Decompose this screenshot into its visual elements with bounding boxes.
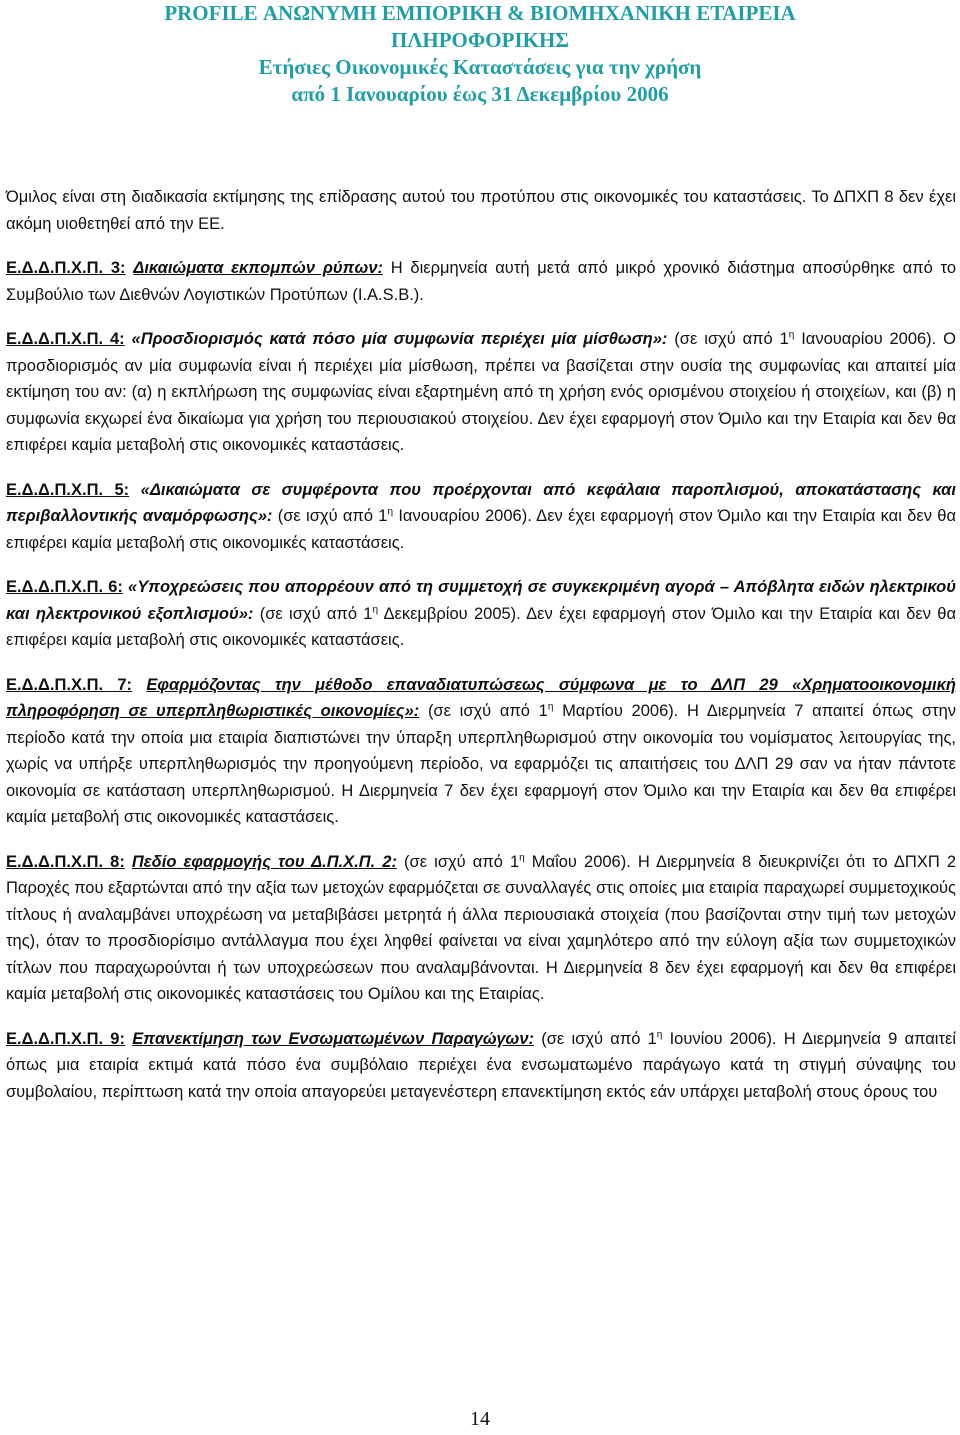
interpretation-title: Πεδίο εφαρμογής του Δ.Π.Χ.Π. 2: xyxy=(131,852,397,871)
interpretation-title: Δικαιώματα εκπομπών ρύπων: xyxy=(133,259,383,277)
paragraph-text: (σε ισχύ από 1 xyxy=(419,702,548,720)
page-number: 14 xyxy=(470,1408,490,1430)
paragraph-text: Ιανουαρίου 2006). Ο προσδιορισμός αν μία συμφωνία είναι ή περιέχει μία μίσθωση, πρέπει να βασίζεται στην ουσία της συμφωνίας και απαιτεί μία εκτίμηση του αν: (α) η εκπλήρωση της συμφωνίας είναι εξαρτημένη από τη χρήση ενός ορισμένου στοιχείου ή στοιχείων, και (β) η συμφωνία εκχωρεί ένα δικαίωμα για χρήση του περιουσιακού στοιχείου. Δεν έχει εφαρμογή στον Όμιλο και την Εταιρία και δεν θα επιφέρει καμία μεταβολή στις οικονομικές καταστάσεις. xyxy=(6,330,956,454)
interpretation-reference: Ε.Δ.Δ.Π.Χ.Π. 7: xyxy=(6,675,133,694)
paragraph-ifric-6 xyxy=(6,574,956,654)
interpretation-reference: Ε.Δ.Δ.Π.Χ.Π. 8: xyxy=(6,852,125,871)
paragraph-ifric-8 xyxy=(6,849,956,1008)
paragraph-text: Μαΐου 2006). Η Διερμηνεία 8 διευκρινίζει ότι το ΔΠΧΠ 2 Παροχές που εξαρτώνται από την αξία των μετοχών εφαρμόζεται σε συναλλαγές στις οποίες μια εταιρία παραχωρεί συμμετοχικούς τίτλους ή αναλαμβάνει υποχρέωση να μεταβιβάσει μετρητά ή άλλα περιουσιακά στοιχεία (που βασίζονται στην τιμή των μετοχών της), όταν το προσδιορίσιμο αντάλλαγμα που έχει ληφθεί φαίνεται να είναι χαμηλότερο από την εύλογη αξία των συμμετοχικών τίτλων που παραχωρούνται ή των υποχρεώσεων που αναλαμβάνονται. Η Διερμηνεία 8 δεν έχει εφαρμογή και δεν θα επιφέρει καμία μεταβολή στις οικονομικές καταστάσεις του Ομίλου και της Εταιρίας. xyxy=(6,852,957,1003)
paragraph-ifric-4 xyxy=(6,326,956,459)
paragraph-text: (σε ισχύ από 1 xyxy=(667,330,789,348)
paragraph-text: (σε ισχύ από 1 xyxy=(534,1029,657,1048)
header-report-title: Ετήσιες Οικονομικές Καταστάσεις για την χρήση xyxy=(258,55,702,79)
ordinal-superscript: η xyxy=(519,852,525,863)
interpretation-title: «Δικαιώματα σε συμφέροντα που προέρχονται από κεφάλαια παροπλισμού, αποκατάστασης και περιβαλλοντικής αναμόρφωσης»: xyxy=(6,480,956,525)
interpretation-reference: Ε.Δ.Δ.Π.Χ.Π. 6: xyxy=(6,578,123,596)
ordinal-superscript: η xyxy=(788,329,795,341)
paragraph-text: Ιανουαρίου 2006). Δεν έχει εφαρμογή στον Όμιλο και την Εταιρία και δεν θα επιφέρει καμία μεταβολή στις οικονομικές καταστάσεις. xyxy=(6,507,956,552)
interpretation-title: Εφαρμόζοντας την μέθοδο επαναδιατυπώσεως σύμφωνα με το ΔΛΠ 29 «Χρηματοοικονομική πληροφόρηση σε υπερπληθωριστικές οικονομίες»: xyxy=(6,675,956,720)
interpretation-reference: Ε.Δ.Δ.Π.Χ.Π. 9: xyxy=(6,1029,125,1048)
header-company-line-1: PROFILE ΑΝΩΝΥΜΗ ΕΜΠΟΡΙΚΗ & ΒΙΟΜΗΧΑΝΙΚΗ ΕΤΑΙΡΕΙΑ xyxy=(164,1,796,25)
header-company-line-2: ΠΛΗΡΟΦΟΡΙΚΗΣ xyxy=(390,28,570,52)
paragraph-intro xyxy=(6,184,956,237)
paragraph-ifric-7 xyxy=(6,672,956,831)
paragraph-text: Μαρτίου 2006). Η Διερμηνεία 7 απαιτεί όπως στην περίοδο κατά την οποία μια εταιρία διαπιστώνει την ύπαρξη υπερπληθωρισμού στην οικονομία του νομίσματος λειτουργίας της, χωρίς να υπήρξε υπερπληθωρισμός την προηγούμενη περίοδο, να εφαρμόζει τις απαιτήσεις του ΔΛΠ 29 σαν να ήταν πάντοτε οικονομία σε κατάσταση υπερπληθωρισμού. Η Διερμηνεία 7 δεν έχει εφαρμογή στον Όμιλο και την Εταιρία και δεν θα επιφέρει καμία μεταβολή στις οικονομικές καταστάσεις. xyxy=(6,702,956,826)
paragraph-text: Δεκεμβρίου 2005). Δεν έχει εφαρμογή στον Όμιλο και την Εταιρία και δεν θα επιφέρει καμία μεταβολή στις οικονομικές καταστάσεις. xyxy=(6,604,956,649)
paragraph-text: (σε ισχύ από 1 xyxy=(253,604,373,623)
document-header xyxy=(0,0,960,108)
ordinal-superscript: η xyxy=(656,1029,663,1040)
ordinal-superscript: η xyxy=(372,604,379,615)
paragraph-text: Ιουνίου 2006). Η Διερμηνεία 9 απαιτεί όπως μια εταιρία εκτιμά κατά πόσο ένα συμβόλαιο περιέχει ένα ενσωματωμένο παράγωγο κατά τη στιγμή σύναψης του συμβολαίου, περίπτωση κατά την οποία απαγορεύει μεταγενέστερη επανεκτίμηση εκτός εάν υπάρχει μεταβολή στους όρους του xyxy=(6,1029,957,1101)
document-body xyxy=(6,184,956,1123)
paragraph-text: (σε ισχύ από 1 xyxy=(272,507,388,525)
paragraph-ifric-9 xyxy=(6,1026,956,1106)
header-report-period: από 1 Ιανουαρίου έως 31 Δεκεμβρίου 2006 xyxy=(291,82,669,106)
paragraph-text: (σε ισχύ από 1 xyxy=(396,852,520,871)
paragraph-text: Όμιλος είναι στη διαδικασία εκτίμησης της επίδρασης αυτού του προτύπου στις οικονομικές του καταστάσεις. Το ΔΠΧΠ 8 δεν έχει ακόμη υιοθετηθεί από την ΕΕ. xyxy=(6,188,956,233)
interpretation-title: «Προσδιορισμός κατά πόσο μία συμφωνία περιέχει μία μίσθωση»: xyxy=(131,330,668,348)
interpretation-reference: Ε.Δ.Δ.Π.Χ.Π. 3: xyxy=(6,259,126,277)
interpretation-title: «Υποχρεώσεις που απορρέουν από τη συμμετοχή σε συγκεκριμένη αγορά – Απόβλητα ειδών ηλεκτρικού και ηλεκτρονικού εξοπλισμού»: xyxy=(6,578,956,623)
ordinal-superscript: η xyxy=(387,506,394,518)
paragraph-ifric-3 xyxy=(6,255,956,308)
paragraph-ifric-5 xyxy=(6,477,956,557)
paragraph-text: Η διερμηνεία αυτή μετά από μικρό χρονικό διάστημα αποσύρθηκε από το Συμβούλιο των Διεθνών Λογιστικών Προτύπων (I.A.S.B.). xyxy=(6,259,956,304)
interpretation-reference: Ε.Δ.Δ.Π.Χ.Π. 4: xyxy=(6,330,125,348)
interpretation-reference: Ε.Δ.Δ.Π.Χ.Π. 5: xyxy=(6,480,130,499)
interpretation-title: Επανεκτίμηση των Ενσωματωμένων Παραγώγων: xyxy=(132,1029,534,1048)
ordinal-superscript: η xyxy=(547,701,554,713)
